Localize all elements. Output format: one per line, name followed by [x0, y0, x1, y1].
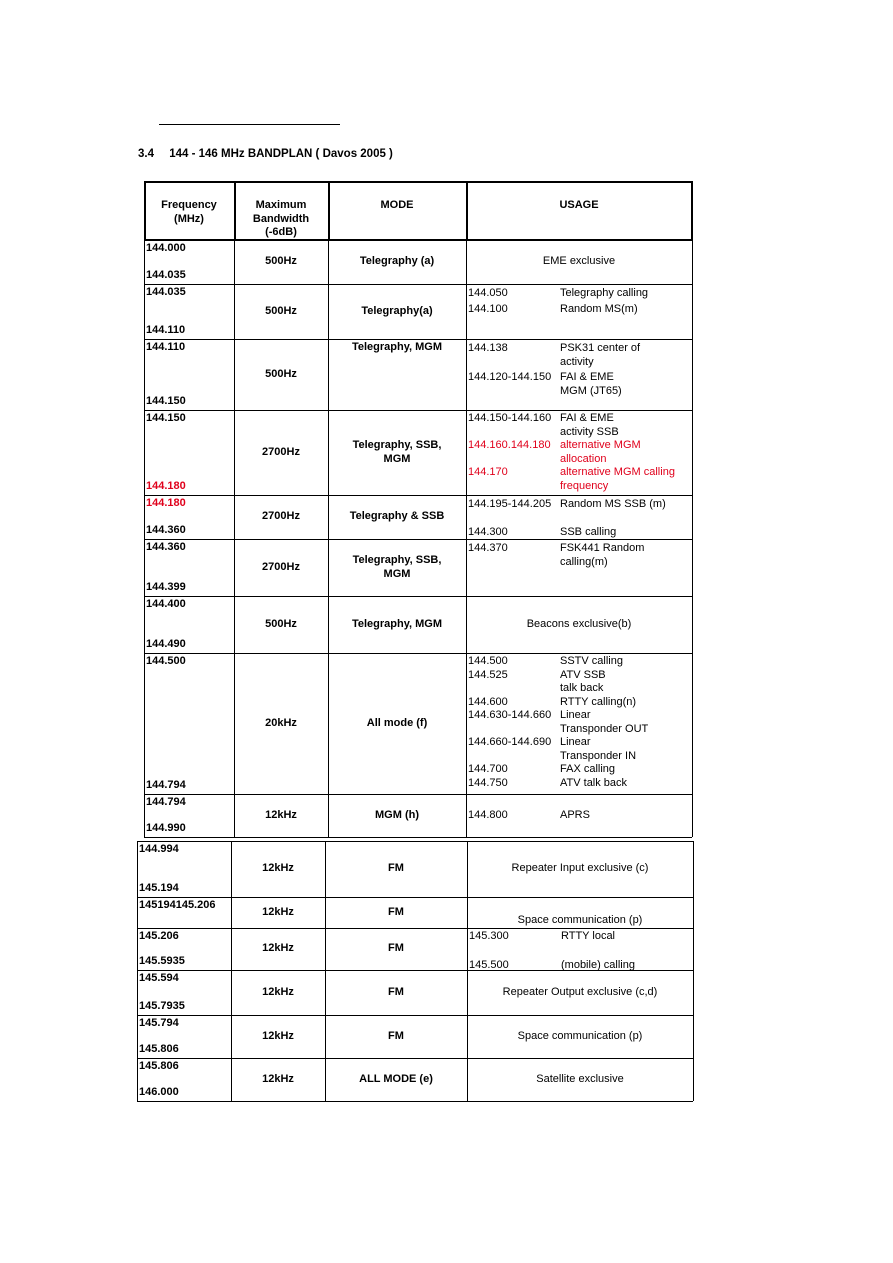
bandwidth-value: 12kHz — [262, 1030, 294, 1042]
mode-value: FM — [388, 986, 404, 998]
usage-entry — [468, 498, 690, 512]
table-rule — [144, 539, 692, 540]
bandwidth-value: 500Hz — [265, 255, 297, 267]
table-rule — [692, 240, 693, 284]
bandwidth-value: 12kHz — [262, 1073, 294, 1085]
usage-frequency: 144.500 — [468, 655, 508, 667]
mode-value: Telegraphy(a) — [361, 305, 433, 317]
usage-frequency: 144.300 — [468, 525, 508, 538]
header-usage: USAGE — [559, 199, 599, 211]
bandwidth-value: 12kHz — [262, 906, 294, 918]
bandwidth-value: 500Hz — [265, 368, 297, 380]
usage-description: Linear Transponder OUT — [560, 709, 649, 735]
table-rule — [466, 653, 467, 794]
table-rule — [137, 841, 138, 897]
frequency-end: 146.000 — [139, 1086, 179, 1098]
section-title: 144 - 146 MHz BANDPLAN ( Davos 2005 ) — [169, 148, 393, 160]
usage-frequency: 144.630-144.660 — [468, 709, 552, 721]
frequency-end: 144.150 — [146, 395, 186, 407]
frequency-end: 144.990 — [146, 822, 186, 834]
usage-text: Space communication (p) — [517, 914, 643, 926]
mode-value: Telegraphy & SSB — [349, 510, 445, 522]
usage-text: Space communication (p) — [517, 1030, 643, 1042]
mode-value: All mode (f) — [366, 717, 428, 729]
table-rule — [137, 928, 693, 929]
bandwidth-value: 12kHz — [265, 809, 297, 821]
bandwidth-value: 2700Hz — [262, 561, 300, 573]
usage-entry — [468, 439, 690, 466]
table-rule — [692, 653, 693, 794]
frequency-start: 145.794 — [139, 1017, 179, 1029]
usage-entry — [469, 930, 691, 944]
mode-value: Telegraphy, SSB, MGM — [352, 554, 442, 580]
mode-value: ALL MODE (e) — [359, 1073, 433, 1085]
usage-entry — [468, 466, 690, 493]
usage-entry — [468, 736, 690, 763]
usage-description: FSK441 Random calling(m) — [560, 542, 645, 568]
bandwidth-value: 2700Hz — [262, 446, 300, 458]
usage-entry — [468, 669, 690, 696]
usage-text: EME exclusive — [542, 255, 616, 267]
usage-description: FAI & EME MGM (JT65) — [560, 371, 622, 397]
mode-value: FM — [388, 942, 404, 954]
bandwidth-value: 500Hz — [265, 618, 297, 630]
table-rule — [466, 410, 467, 495]
usage-entry — [469, 959, 691, 973]
bandwidth-value: 12kHz — [262, 986, 294, 998]
usage-frequency: 144.800 — [468, 809, 508, 821]
frequency-start: 145.594 — [139, 972, 179, 984]
usage-frequency: 144.660-144.690 — [468, 736, 552, 748]
frequency-end: 144.035 — [146, 269, 186, 281]
usage-description: Telegraphy calling — [560, 287, 649, 299]
table-rule — [466, 284, 467, 339]
table-rule — [137, 1015, 138, 1058]
usage-text: Satellite exclusive — [536, 1073, 624, 1085]
table-rule — [144, 837, 692, 838]
usage-description: PSK31 center of activity — [560, 342, 641, 368]
frequency-start: 145194145.206 — [139, 899, 216, 911]
usage-text: Beacons exclusive(b) — [526, 618, 632, 630]
table-rule — [144, 410, 692, 411]
frequency-start: 144.180 — [146, 497, 186, 509]
frequency-end: 144.399 — [146, 581, 186, 593]
table-rule — [144, 596, 145, 653]
usage-description: ATV SSB talk back — [560, 668, 606, 694]
usage-frequency: 144.138 — [468, 342, 508, 354]
usage-frequency: 144.160.144.180 — [468, 439, 551, 451]
usage-frequency: 144.050 — [468, 287, 508, 299]
table-rule — [137, 928, 138, 970]
usage-entry — [468, 709, 690, 736]
table-rule — [693, 928, 694, 970]
bandwidth-value: 12kHz — [262, 942, 294, 954]
frequency-end: 145.194 — [139, 882, 179, 894]
frequency-end: 145.806 — [139, 1043, 179, 1055]
frequency-start: 144.110 — [146, 341, 186, 353]
usage-frequency: 144.195-144.205 — [468, 498, 552, 510]
usage-description: RTTY local — [561, 930, 616, 942]
usage-description: FAI & EME activity SSB — [560, 412, 619, 438]
usage-frequency: 144.370 — [468, 542, 508, 554]
mode-value: FM — [388, 862, 404, 874]
table-rule — [466, 495, 467, 539]
frequency-start: 144.794 — [146, 796, 186, 808]
usage-frequency: 144.700 — [468, 763, 508, 775]
usage-frequency: 144.150-144.160 — [468, 412, 552, 424]
frequency-start: 144.035 — [146, 286, 186, 298]
usage-entry — [468, 655, 690, 669]
usage-entry — [468, 809, 690, 823]
usage-entry — [468, 412, 690, 439]
table-rule — [692, 794, 693, 837]
table-rule — [137, 897, 693, 898]
mode-value: Telegraphy (a) — [359, 255, 435, 267]
table-rule — [692, 495, 693, 539]
usage-text: Repeater Output exclusive (c,d) — [502, 986, 658, 998]
mode-value: Telegraphy, MGM — [351, 618, 443, 630]
frequency-start: 144.500 — [146, 655, 186, 667]
usage-frequency: 144.750 — [468, 776, 508, 789]
table-rule — [144, 181, 692, 183]
frequency-start: 145.806 — [139, 1060, 179, 1072]
usage-frequency: 145.500 — [469, 958, 509, 971]
usage-frequency: 145.300 — [469, 930, 509, 942]
table-rule — [692, 539, 693, 596]
table-rule — [144, 410, 145, 495]
header-frequency: Frequency (MHz) — [161, 199, 217, 225]
usage-entry — [468, 342, 690, 369]
usage-description: Random MS(m) — [560, 302, 638, 315]
table-rule — [467, 928, 468, 970]
usage-description: FAX calling — [560, 763, 616, 775]
table-rule — [144, 653, 692, 654]
mode-value: Telegraphy, MGM — [351, 341, 443, 353]
table-rule — [144, 495, 145, 539]
usage-description: APRS — [560, 809, 590, 821]
bandwidth-value: 20kHz — [265, 717, 297, 729]
table-rule — [144, 239, 692, 241]
table-rule — [144, 495, 692, 496]
mode-value: MGM (h) — [375, 809, 419, 821]
section-number: 3.4 — [138, 148, 154, 160]
table-rule — [137, 841, 693, 842]
table-rule — [144, 794, 145, 837]
usage-frequency: 144.525 — [468, 668, 508, 681]
table-rule — [693, 841, 694, 897]
header-bandwidth: Maximum Bandwidth (-6dB) — [252, 199, 310, 238]
mode-value: FM — [388, 906, 404, 918]
usage-entry — [468, 303, 690, 317]
frequency-end: 144.180 — [146, 480, 186, 492]
usage-description: alternative MGM allocation — [560, 439, 641, 465]
frequency-end: 144.360 — [146, 524, 186, 536]
usage-frequency: 144.100 — [468, 302, 508, 315]
usage-description: alternative MGM calling frequency — [560, 466, 675, 492]
usage-description: Linear Transponder IN — [560, 736, 637, 762]
table-rule — [693, 897, 694, 928]
table-rule — [137, 897, 138, 928]
header-mode: MODE — [380, 199, 414, 211]
usage-entry — [468, 763, 690, 777]
table-rule — [692, 339, 693, 410]
frequency-start: 144.000 — [146, 242, 186, 254]
table-rule — [144, 284, 692, 285]
frequency-end: 144.110 — [146, 324, 186, 336]
usage-description: SSB calling — [560, 525, 617, 538]
frequency-start: 144.400 — [146, 598, 186, 610]
table-rule — [144, 794, 692, 795]
usage-text: Repeater Input exclusive (c) — [511, 862, 649, 874]
table-rule — [144, 653, 145, 794]
section-heading — [138, 148, 393, 160]
usage-description: ATV talk back — [560, 776, 628, 789]
table-rule — [693, 1015, 694, 1058]
table-rule — [144, 339, 692, 340]
mode-value: Telegraphy, SSB, MGM — [352, 439, 442, 465]
table-rule — [692, 410, 693, 495]
usage-entry — [468, 696, 690, 710]
table-rule — [693, 1058, 694, 1101]
table-rule — [144, 539, 145, 596]
frequency-end: 145.7935 — [139, 1000, 185, 1012]
table-rule — [144, 240, 145, 284]
table-rule — [466, 794, 467, 837]
usage-frequency: 144.120-144.150 — [468, 371, 552, 383]
table-rule — [692, 284, 693, 339]
table-rule — [693, 970, 694, 1015]
heading-rule — [159, 124, 340, 125]
bandwidth-value: 2700Hz — [262, 510, 300, 522]
usage-entry — [468, 287, 690, 301]
usage-description: RTTY calling(n) — [560, 695, 637, 708]
table-rule — [144, 596, 692, 597]
usage-frequency: 144.600 — [468, 695, 508, 708]
frequency-end: 144.490 — [146, 638, 186, 650]
bandwidth-value: 500Hz — [265, 305, 297, 317]
table-rule — [144, 284, 145, 339]
table-rule — [466, 339, 467, 410]
table-rule — [137, 1101, 693, 1102]
usage-entry — [468, 777, 690, 791]
bandwidth-value: 12kHz — [262, 862, 294, 874]
table-rule — [137, 1058, 138, 1101]
table-rule — [466, 539, 467, 596]
table-rule — [144, 339, 145, 410]
frequency-start: 144.994 — [139, 843, 179, 855]
table-rule — [137, 1015, 693, 1016]
frequency-start: 144.360 — [146, 541, 186, 553]
usage-entry — [468, 526, 690, 540]
usage-description: Random MS SSB (m) — [560, 498, 666, 510]
usage-description: (mobile) calling — [561, 958, 635, 971]
usage-entry — [468, 371, 690, 398]
mode-value: FM — [388, 1030, 404, 1042]
frequency-start: 144.150 — [146, 412, 186, 424]
usage-description: SSTV calling — [560, 655, 623, 667]
frequency-end: 145.5935 — [139, 955, 185, 967]
table-rule — [137, 970, 138, 1015]
frequency-start: 145.206 — [139, 930, 179, 942]
usage-entry — [468, 542, 690, 569]
table-rule — [137, 1058, 693, 1059]
frequency-end: 144.794 — [146, 779, 186, 791]
table-rule — [692, 596, 693, 653]
usage-frequency: 144.170 — [468, 466, 508, 478]
